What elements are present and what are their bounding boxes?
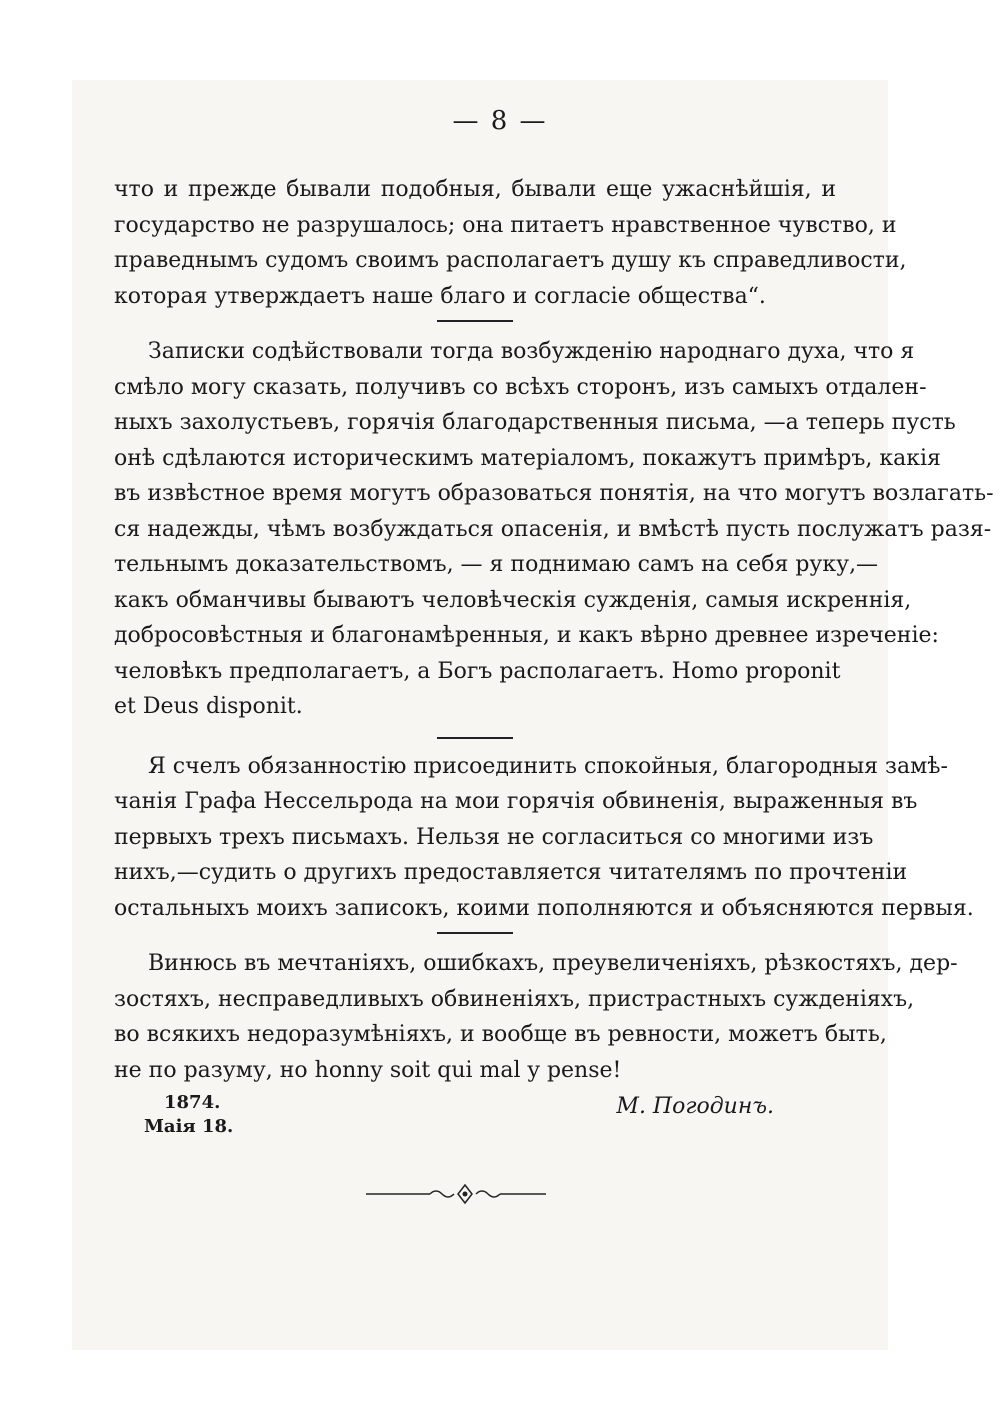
text-line: остальныхъ моихъ записокъ, коими пополняются и объясняются первыя. bbox=[114, 895, 974, 921]
text-line: ныхъ захолустьевъ, горячія благодарственныя письма, —а теперь пусть bbox=[114, 410, 956, 435]
ornament-divider-icon bbox=[0, 1182, 1000, 1206]
text-line: добросовѣстныя и благонамѣренныя, и какъ вѣрно древнее изреченіе: bbox=[114, 623, 939, 648]
page-number: — 8 — bbox=[452, 106, 548, 136]
text-line: первыхъ трехъ письмахъ. Нельзя не согласиться со многими изъ bbox=[114, 824, 874, 850]
signature-block bbox=[114, 1092, 836, 1148]
section-divider bbox=[437, 737, 513, 739]
text-line: зостяхъ, несправедливыхъ обвиненіяхъ, пристрастныхъ сужденіяхъ, bbox=[114, 986, 915, 1012]
text-line: что и прежде бывали подобныя, бывали еще ужаснѣйшія, и bbox=[114, 177, 836, 202]
signature-date: Маія 18. bbox=[144, 1116, 234, 1137]
text-line: праведнымъ судомъ своимъ располагаетъ душу къ справедливости, bbox=[114, 248, 907, 273]
text-line: Я счелъ обязанностію присоединить спокойныя, благородныя замѣ- bbox=[148, 753, 948, 779]
text-line: не по разуму, но honny soit qui mal y pense! bbox=[114, 1057, 622, 1083]
text-line: et Deus disponit. bbox=[114, 694, 303, 719]
signature-year: 1874. bbox=[164, 1092, 221, 1113]
signature-author: М. Погодинъ. bbox=[616, 1094, 774, 1119]
text-line: человѣкъ предполагаетъ, а Богъ располагаетъ. Homo proponit bbox=[114, 658, 841, 684]
text-line: нихъ,—судить о другихъ предоставляется читателямъ по прочтеніи bbox=[114, 860, 908, 885]
text-line: ся надежды, чѣмъ возбуждаться опасенія, и вмѣстѣ пусть послужатъ разя- bbox=[114, 516, 992, 542]
text-line: смѣло могу сказать, получивъ со всѣхъ сторонъ, изъ самыхъ отдален- bbox=[114, 374, 927, 400]
section-divider bbox=[437, 320, 513, 322]
paragraph-2 bbox=[114, 334, 994, 725]
text-line: тельнымъ доказательствомъ, — я поднимаю самъ на себя руку,— bbox=[114, 552, 879, 577]
text-line: какъ обманчивы бываютъ человѣческія сужденія, самыя искреннія, bbox=[114, 587, 912, 613]
text-line: чанія Графа Нессельрода на мои горячія обвиненія, выраженныя въ bbox=[114, 789, 918, 814]
paragraph-4 bbox=[114, 946, 958, 1088]
text-line: которая утверждаетъ наше благо и согласіе общества“. bbox=[114, 283, 766, 309]
paragraph-3 bbox=[114, 749, 974, 927]
text-line: онѣ сдѣлаются историческимъ матеріаломъ, покажутъ примѣръ, какія bbox=[114, 445, 941, 471]
text-line: во всякихъ недоразумѣніяхъ, и вообще въ ревности, можетъ быть, bbox=[114, 1022, 887, 1047]
paragraph-1 bbox=[114, 172, 907, 314]
page-content bbox=[114, 100, 994, 1148]
text-line: государство не разрушалось; она питаетъ нравственное чувство, и bbox=[114, 212, 897, 238]
text-line: Записки содѣйствовали тогда возбужденію народнаго духа, что я bbox=[148, 339, 915, 364]
text-line: въ извѣстное время могутъ образоваться понятія, на что могутъ возлагать- bbox=[114, 481, 994, 506]
section-divider bbox=[437, 932, 513, 934]
text-line: Винюсь въ мечтаніяхъ, ошибкахъ, преувеличеніяхъ, рѣзкостяхъ, дер- bbox=[148, 951, 958, 976]
